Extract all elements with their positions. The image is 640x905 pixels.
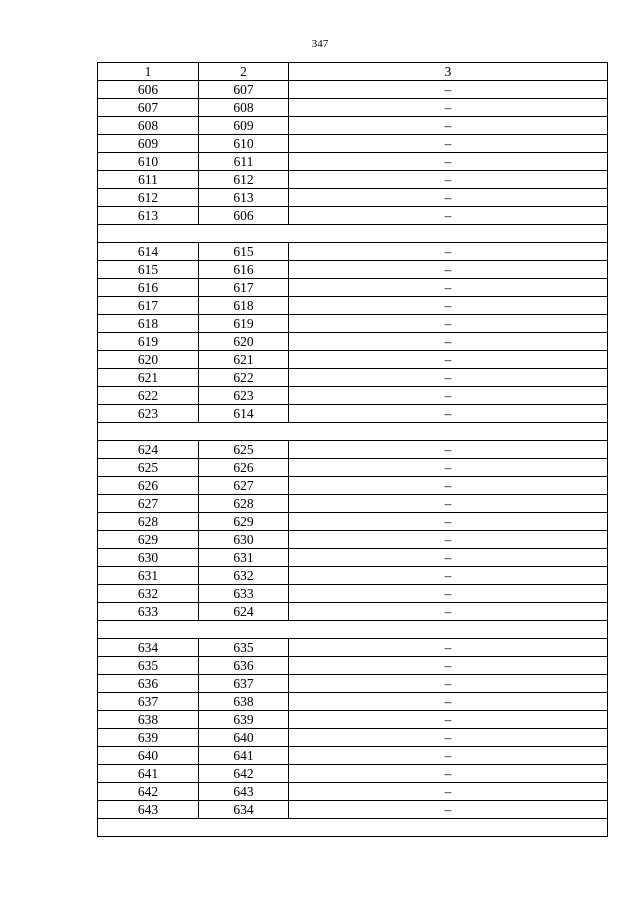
table-cell-col3: – [289,405,608,423]
separator-cell [98,621,608,639]
table-cell-col2: 639 [199,711,289,729]
table-cell-col2: 622 [199,369,289,387]
table-cell-col3: – [289,315,608,333]
table-row [98,81,608,99]
table-cell-col2: 643 [199,783,289,801]
table-cell-col1: 619 [98,333,199,351]
table-cell-col1: 641 [98,765,199,783]
table-cell-col3: – [289,675,608,693]
group-separator-row [98,621,608,639]
group-separator-row [98,423,608,441]
table-row [98,333,608,351]
table-cell-col2: 621 [199,351,289,369]
table-cell-col3: – [289,387,608,405]
table-cell-col2: 627 [199,477,289,495]
table-cell-col2: 610 [199,135,289,153]
table-row [98,567,608,585]
table-cell-col3: – [289,189,608,207]
table-row [98,477,608,495]
table-cell-col3: – [289,171,608,189]
table-cell-col1: 632 [98,585,199,603]
table-cell-col2: 631 [199,549,289,567]
table-cell-col2: 608 [199,99,289,117]
table-cell-col2: 626 [199,459,289,477]
group-separator-row [98,225,608,243]
table-cell-col1: 622 [98,387,199,405]
table-cell-col2: 640 [199,729,289,747]
column-header-3: 3 [289,63,608,81]
table-cell-col2: 623 [199,387,289,405]
table-row [98,261,608,279]
table-row [98,135,608,153]
table-row [98,549,608,567]
table-cell-col3: – [289,495,608,513]
table-row [98,783,608,801]
separator-cell [98,423,608,441]
table-cell-col2: 617 [199,279,289,297]
group-separator-row [98,819,608,837]
table-row [98,297,608,315]
table-row [98,117,608,135]
table-cell-col3: – [289,801,608,819]
table-row [98,747,608,765]
table-cell-col3: – [289,243,608,261]
table-cell-col1: 625 [98,459,199,477]
table-row [98,351,608,369]
table-cell-col3: – [289,567,608,585]
table-row [98,405,608,423]
table-row [98,657,608,675]
table-cell-col2: 612 [199,171,289,189]
table-cell-col1: 639 [98,729,199,747]
table-row [98,387,608,405]
table-cell-col2: 618 [199,297,289,315]
table-cell-col3: – [289,135,608,153]
header-row [98,63,608,81]
table-cell-col2: 614 [199,405,289,423]
table-cell-col1: 623 [98,405,199,423]
table-row [98,441,608,459]
table-cell-col3: – [289,297,608,315]
table-cell-col2: 641 [199,747,289,765]
table-cell-col1: 615 [98,261,199,279]
table-cell-col2: 606 [199,207,289,225]
table-cell-col1: 611 [98,171,199,189]
table-cell-col1: 630 [98,549,199,567]
table-cell-col2: 638 [199,693,289,711]
table-cell-col1: 638 [98,711,199,729]
table-cell-col1: 631 [98,567,199,585]
table-cell-col3: – [289,369,608,387]
table-row [98,495,608,513]
table-cell-col1: 628 [98,513,199,531]
table-body [98,81,608,837]
table-cell-col3: – [289,279,608,297]
table-cell-col2: 630 [199,531,289,549]
table-cell-col1: 608 [98,117,199,135]
table-cell-col2: 615 [199,243,289,261]
table-cell-col1: 629 [98,531,199,549]
table-row [98,189,608,207]
table-cell-col2: 624 [199,603,289,621]
table-row [98,153,608,171]
table-cell-col3: – [289,729,608,747]
table-cell-col2: 628 [199,495,289,513]
table-cell-col3: – [289,639,608,657]
table-row [98,171,608,189]
table-cell-col1: 607 [98,99,199,117]
table-row [98,603,608,621]
table-cell-col3: – [289,531,608,549]
table-cell-col2: 637 [199,675,289,693]
table-cell-col1: 634 [98,639,199,657]
table-row [98,531,608,549]
table-cell-col2: 629 [199,513,289,531]
table-row [98,585,608,603]
page-number: 347 [311,38,329,50]
table-row [98,729,608,747]
table-cell-col3: – [289,477,608,495]
table-row [98,675,608,693]
separator-cell [98,225,608,243]
table-cell-col1: 635 [98,657,199,675]
table-cell-col2: 620 [199,333,289,351]
table-cell-col3: – [289,585,608,603]
table-cell-col3: – [289,207,608,225]
table-cell-col1: 612 [98,189,199,207]
table-cell-col1: 616 [98,279,199,297]
table-row [98,207,608,225]
table-cell-col3: – [289,711,608,729]
table-cell-col2: 633 [199,585,289,603]
table-row [98,315,608,333]
table-cell-col2: 609 [199,117,289,135]
table-row [98,99,608,117]
column-header-2: 2 [199,63,289,81]
table-cell-col3: – [289,513,608,531]
table-cell-col1: 613 [98,207,199,225]
table-cell-col2: 635 [199,639,289,657]
table-cell-col3: – [289,783,608,801]
table-cell-col3: – [289,549,608,567]
table-cell-col2: 611 [199,153,289,171]
table-cell-col2: 616 [199,261,289,279]
table-cell-col1: 617 [98,297,199,315]
table-cell-col1: 621 [98,369,199,387]
table-cell-col1: 618 [98,315,199,333]
table-cell-col3: – [289,81,608,99]
table-cell-col1: 620 [98,351,199,369]
table-cell-col1: 642 [98,783,199,801]
table-row [98,513,608,531]
table-row [98,243,608,261]
table-cell-col2: 642 [199,765,289,783]
table-row [98,711,608,729]
table-cell-col1: 637 [98,693,199,711]
table-cell-col2: 619 [199,315,289,333]
table-cell-col3: – [289,657,608,675]
table-cell-col3: – [289,747,608,765]
table-cell-col1: 606 [98,81,199,99]
table-row [98,279,608,297]
table-row [98,801,608,819]
table-cell-col1: 640 [98,747,199,765]
table-cell-col1: 633 [98,603,199,621]
table-cell-col1: 610 [98,153,199,171]
table-cell-col1: 626 [98,477,199,495]
table-cell-col2: 634 [199,801,289,819]
table-cell-col1: 636 [98,675,199,693]
table-cell-col3: – [289,459,608,477]
table-cell-col1: 643 [98,801,199,819]
table-cell-col2: 636 [199,657,289,675]
table-cell-col3: – [289,441,608,459]
table-row [98,639,608,657]
table-cell-col1: 609 [98,135,199,153]
table-cell-col3: – [289,765,608,783]
table-cell-col1: 614 [98,243,199,261]
table-cell-col3: – [289,693,608,711]
table-cell-col3: – [289,261,608,279]
table-cell-col1: 627 [98,495,199,513]
table-cell-col3: – [289,333,608,351]
table-cell-col3: – [289,117,608,135]
table-cell-col2: 632 [199,567,289,585]
table-row [98,459,608,477]
table-row [98,765,608,783]
table-row [98,693,608,711]
column-header-1: 1 [98,63,199,81]
table-cell-col1: 624 [98,441,199,459]
table-cell-col2: 607 [199,81,289,99]
table-cell-col3: – [289,99,608,117]
data-table [97,62,608,837]
separator-cell [98,819,608,837]
table-cell-col2: 625 [199,441,289,459]
table-cell-col3: – [289,351,608,369]
table-cell-col2: 613 [199,189,289,207]
table-cell-col3: – [289,153,608,171]
table-cell-col3: – [289,603,608,621]
table-row [98,369,608,387]
